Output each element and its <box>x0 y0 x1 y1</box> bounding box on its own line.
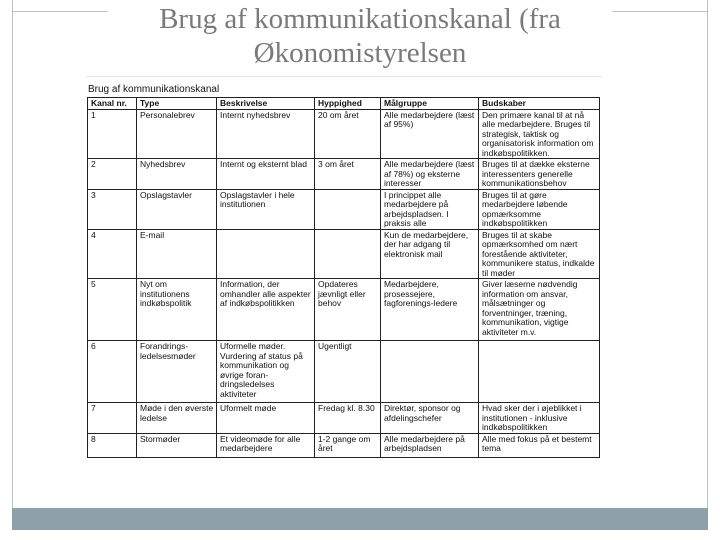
table-cell: Hvad sker der i øjeblikket i institutionen - inklusive indkøbspolitikken <box>479 403 600 434</box>
table-cell: 4 <box>88 229 137 279</box>
table-cell: Opslagstavler i hele institutionen <box>217 189 315 229</box>
table-cell: 2 <box>88 159 137 190</box>
table-cell: Fredag kl. 8.30 <box>315 403 381 434</box>
table-row <box>88 403 600 434</box>
table-cell: 1 <box>88 109 137 159</box>
table-header-row <box>88 98 600 110</box>
header-description: Beskrivelse <box>217 98 315 110</box>
table-cell: Alle med fokus på et bestemt tema <box>479 433 600 457</box>
table-cell: Kun de medarbejdere, der har adgang til elektronisk mail <box>381 229 479 279</box>
table-cell <box>381 341 479 403</box>
table-cell: Internt og eksternt blad <box>217 159 315 190</box>
table-cell: Alle medarbejdere på arbejdspladsen <box>381 433 479 457</box>
header-target-group: Målgruppe <box>381 98 479 110</box>
slide-title-line-2: Økonomistyrelsen <box>253 37 467 69</box>
communication-channel-table <box>87 97 600 458</box>
slide-footer-bar <box>12 508 708 530</box>
slide-title <box>60 2 660 70</box>
slide-frame-right <box>707 0 708 508</box>
table-cell: 3 om året <box>315 159 381 190</box>
table-cell: Forandrings-ledelsesmøder <box>137 341 217 403</box>
table-cell: 7 <box>88 403 137 434</box>
table-cell: Giver læserne nødvendig information om ansvar, målsætninger og forventninger, træning, kommunikation, vigtige aktiviteter m.v. <box>479 279 600 341</box>
table-cell: Bruges til at gøre medarbejdere løbende opmærksomme indkøbspolitikken <box>479 189 600 229</box>
table-row <box>88 433 600 457</box>
table-row <box>88 229 600 279</box>
table-cell: Ugentligt <box>315 341 381 403</box>
table-cell <box>315 229 381 279</box>
table-cell: Alle medarbejdere (læst af 78%) og eksterne interesser <box>381 159 479 190</box>
table-cell: Uformelt møde <box>217 403 315 434</box>
table-cell: Information, der omhandler alle aspekter af indkøbspolitikken <box>217 279 315 341</box>
table-cell <box>479 341 600 403</box>
table-cell: 5 <box>88 279 137 341</box>
header-type: Type <box>137 98 217 110</box>
table-cell: E-mail <box>137 229 217 279</box>
table-cell: 3 <box>88 189 137 229</box>
table-cell <box>315 189 381 229</box>
table-row <box>88 189 600 229</box>
table-cell: Uformelle møder. Vurdering af status på kommunikation og øvrige foran-dringsledelses aktiviteter <box>217 341 315 403</box>
table-row <box>88 341 600 403</box>
slide-title-line-1: Brug af kommunikationskanal (fra <box>159 3 561 35</box>
table-cell: Direktør, sponsor og afdelingschefer <box>381 403 479 434</box>
table-cell: Bruges til at dække eksterne interessenters generelle kommunikationsbehov <box>479 159 600 190</box>
table-cell: 20 om året <box>315 109 381 159</box>
table-cell: 8 <box>88 433 137 457</box>
table-cell: Den primære kanal til at nå alle medarbejdere. Bruges til strategisk, taktisk og organisatorisk information om indkøbspolitikken. <box>479 109 600 159</box>
table-cell: I princippet alle medarbejdere på arbejdspladsen. I praksis alle <box>381 189 479 229</box>
table-cell: Nyt om institutionens indkøbspolitik <box>137 279 217 341</box>
table-caption: Brug af kommunikationskanal <box>88 84 220 95</box>
table-cell: Personalebrev <box>137 109 217 159</box>
table-cell: 6 <box>88 341 137 403</box>
table-cell: Alle medarbejdere (læst af 95%) <box>381 109 479 159</box>
table-cell <box>217 229 315 279</box>
table-cell: Bruges til at skabe opmærksomhed om nært forestående aktiviteter, kommunikere status, indkalde til møder <box>479 229 600 279</box>
header-channel-number: Kanal nr. <box>88 98 137 110</box>
table-cell: Stormøder <box>137 433 217 457</box>
header-messages: Budskaber <box>479 98 600 110</box>
table-row <box>88 159 600 190</box>
table-cell: Opslagstavler <box>137 189 217 229</box>
table-cell: 1-2 gange om året <box>315 433 381 457</box>
table-cell: Møde i den øverste ledelse <box>137 403 217 434</box>
table-cell: Nyhedsbrev <box>137 159 217 190</box>
table-cell: Et videomøde for alle medarbejdere <box>217 433 315 457</box>
table-cell: Opdateres jævnligt eller behov <box>315 279 381 341</box>
scan-top-rule <box>86 76 602 77</box>
table-cell: Medarbejdere, prosessejere, fagforenings-ledere <box>381 279 479 341</box>
slide-frame-left <box>12 0 13 508</box>
table-row <box>88 279 600 341</box>
table-cell: Internt nyhedsbrev <box>217 109 315 159</box>
table-row <box>88 109 600 159</box>
header-frequency: Hyppighed <box>315 98 381 110</box>
